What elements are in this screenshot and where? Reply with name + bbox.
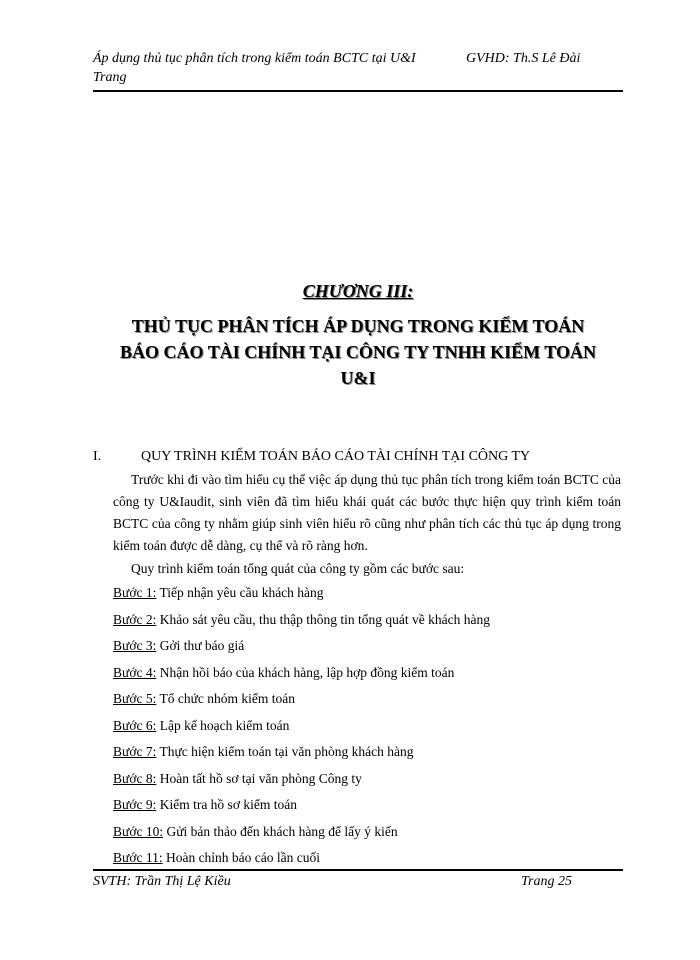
step-item — [113, 689, 621, 716]
step-item — [113, 610, 621, 637]
step-text: Lập kế hoạch kiểm toán — [156, 717, 290, 733]
header-divider — [93, 90, 623, 92]
step-label: Bước 7: — [113, 744, 157, 759]
chapter-label: CHƯƠNG III: — [302, 281, 414, 301]
step-label: Bước 10: — [113, 823, 164, 839]
section-title: QUY TRÌNH KIỂM TOÁN BÁO CÁO TÀI CHÍNH TẠI CÔNG TY — [141, 449, 531, 464]
step-label: Bước 1: — [113, 585, 157, 600]
step-text: Hoàn chỉnh báo cáo lần cuối — [162, 850, 321, 865]
chapter-title-line-3: U&I — [340, 368, 376, 388]
intro-paragraph: Trước khi đi vào tìm hiểu cụ thể việc áp dụng thủ tục phân tích trong kiểm toán BCTC của công ty U&Iaudit, sinh viên đã tìm hiểu khái quát các bước thực hiện quy trình kiểm toán BCTC của công ty nhằm giúp sinh viên hiểu rõ cũng như phân tích các thủ tục áp dụng trong kiểm toán được dễ dàng, cụ thể và rõ ràng hơn. — [113, 472, 621, 553]
step-label: Bước 2: — [113, 611, 157, 627]
step-label: Bước 5: — [113, 691, 157, 706]
steps-list — [113, 583, 621, 875]
step-item — [113, 769, 621, 796]
step-item — [113, 636, 621, 663]
step-label: Bước 4: — [113, 664, 157, 680]
step-text: Tiếp nhận yêu cầu khách hàng — [156, 585, 324, 600]
step-label: Bước 6: — [113, 717, 157, 733]
section-number: I. — [93, 449, 102, 464]
step-item — [113, 795, 621, 822]
steps-intro-paragraph: Quy trình kiểm toán tổng quát của công ty gồm các bước sau: — [131, 561, 465, 576]
chapter-title-line-1: THỦ TỤC PHÂN TÍCH ÁP DỤNG TRONG KIỂM TOÁN — [131, 316, 585, 336]
step-item — [113, 716, 621, 743]
step-text: Gởi thư báo giá — [156, 638, 245, 653]
chapter-title — [93, 313, 623, 391]
header-advisor: GVHD: Th.S Lê Đài — [466, 51, 581, 66]
step-label: Bước 3: — [113, 638, 157, 653]
step-item — [113, 742, 621, 769]
step-item — [113, 583, 621, 610]
footer-page-number: Trang 25 — [521, 874, 572, 889]
step-text: Thực hiện kiểm toán tại văn phòng khách hàng — [156, 744, 414, 759]
step-label: Bước 9: — [113, 797, 157, 812]
step-text: Tổ chức nhóm kiểm toán — [156, 691, 295, 706]
step-text: Khảo sát yêu cầu, thu thập thông tin tổng quát về khách hàng — [156, 611, 490, 627]
footer-divider — [93, 869, 623, 871]
step-text: Nhận hồi báo của khách hàng, lập hợp đồng kiểm toán — [156, 664, 455, 680]
section-heading — [93, 449, 530, 465]
step-label: Bước 11: — [113, 850, 163, 865]
footer-student: SVTH: Trần Thị Lệ Kiều — [93, 874, 231, 889]
page-header — [93, 49, 623, 87]
step-item — [113, 822, 621, 849]
page-footer — [93, 874, 623, 890]
chapter-title-line-2: BÁO CÁO TÀI CHÍNH TẠI CÔNG TY TNHH KIỂM TOÁN — [120, 342, 596, 362]
header-advisor-wrap: Trang — [93, 70, 127, 85]
step-text: Kiểm tra hồ sơ kiểm toán — [156, 797, 297, 812]
header-document-title: Áp dụng thủ tục phân tích trong kiểm toán BCTC tại U&I — [93, 51, 416, 66]
step-text: Gửi bản thảo đến khách hàng để lấy ý kiến — [163, 823, 398, 839]
step-item — [113, 663, 621, 690]
step-label: Bước 8: — [113, 770, 157, 786]
step-text: Hoàn tất hồ sơ tại văn phòng Công ty — [156, 770, 362, 786]
